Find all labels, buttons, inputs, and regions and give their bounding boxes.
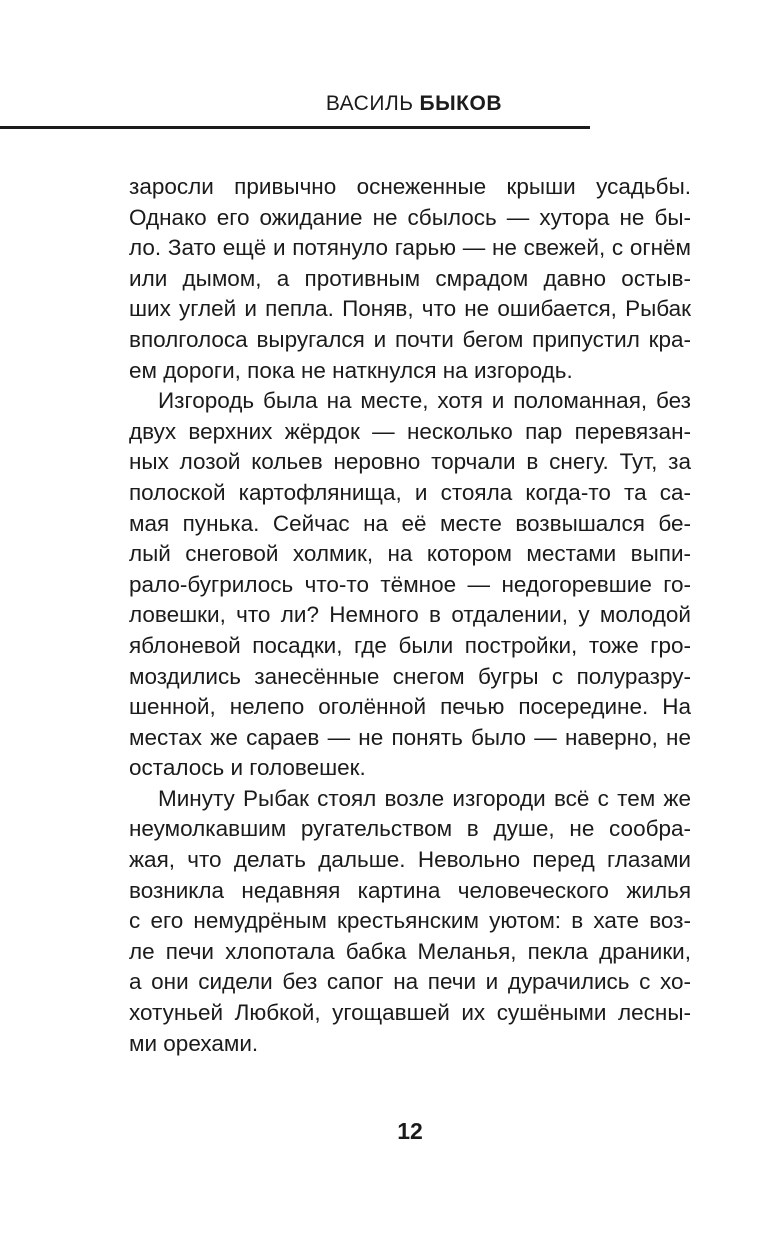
text-line: ло. Зато ещё и потянуло гарью — не свежей, с огнём	[129, 235, 691, 261]
text-line: ем дороги, пока не наткнулся на изгородь.	[129, 357, 573, 383]
text-line: ле печи хлопотала бабка Меланья, пекла драники,	[129, 938, 691, 964]
text-line: полоской картофлянища, и стояла когда-то та са-	[129, 479, 691, 505]
text-line: возникла недавняя картина человеческого жилья	[129, 877, 691, 903]
text-line: хотуньей Любкой, угощавшей их сушёными лесны-	[129, 1000, 691, 1026]
author-first-name: ВАСИЛЬ	[325, 92, 414, 115]
text-line: двух верхних жёрдок — несколько пар перевязан-	[129, 418, 691, 444]
text-line: или дымом, а противным смрадом давно остыв-	[129, 265, 691, 291]
author-last-name: БЫКОВ	[419, 92, 502, 115]
text-line: а они сидели без сапог на печи и дурачились с хо-	[129, 969, 691, 995]
text-line: яблоневой посадки, где были постройки, тоже гро-	[129, 632, 691, 658]
text-line: жая, что делать дальше. Невольно перед глазами	[129, 847, 691, 873]
paragraph	[129, 172, 691, 386]
text-line: лый снеговой холмик, на котором местами выпи-	[129, 541, 691, 567]
text-line: местах же сараев — не понять было — наверно, не	[129, 724, 691, 750]
text-line: моздились занесённые снегом бугры с полуразру-	[129, 663, 691, 689]
text-line: с его немудрёным крестьянским уютом: в хате воз-	[129, 908, 691, 934]
text-line: ловешки, что ли? Немного в отдалении, у молодой	[129, 602, 691, 628]
text-line: Изгородь была на месте, хотя и поломанная, без	[158, 388, 691, 414]
text-line: ных лозой кольев неровно торчали в снегу. Тут, за	[129, 449, 691, 475]
text-line: рало-бугрилось что-то тёмное — недогоревшие го-	[129, 571, 691, 597]
running-header	[0, 92, 590, 116]
text-line: ших углей и пепла. Поняв, что не ошибается, Рыбак	[129, 296, 691, 322]
text-line: Минуту Рыбак стоял возле изгороди всё с тем же	[158, 785, 691, 811]
text-line: неумолкавшим ругательством в душе, не сообра-	[129, 816, 691, 842]
paragraph	[129, 386, 691, 784]
text-line: заросли привычно оснеженные крыши усадьбы.	[129, 174, 691, 199]
text-line: ми орехами.	[129, 1030, 259, 1056]
paragraph	[129, 784, 691, 1059]
text-line: вполголоса выругался и почти бегом припустил кра-	[129, 326, 691, 352]
page-number: 12	[397, 1118, 423, 1144]
header-rule	[0, 126, 590, 129]
text-line: мая пунька. Сейчас на её месте возвышался бе-	[129, 510, 691, 536]
body-text	[129, 172, 691, 1059]
text-line: шенной, нелепо оголённой печью посередине. На	[129, 694, 691, 720]
text-line: осталось и головешек.	[129, 755, 366, 781]
text-line: Однако его ожидание не сбылось — хутора не бы-	[129, 204, 691, 230]
